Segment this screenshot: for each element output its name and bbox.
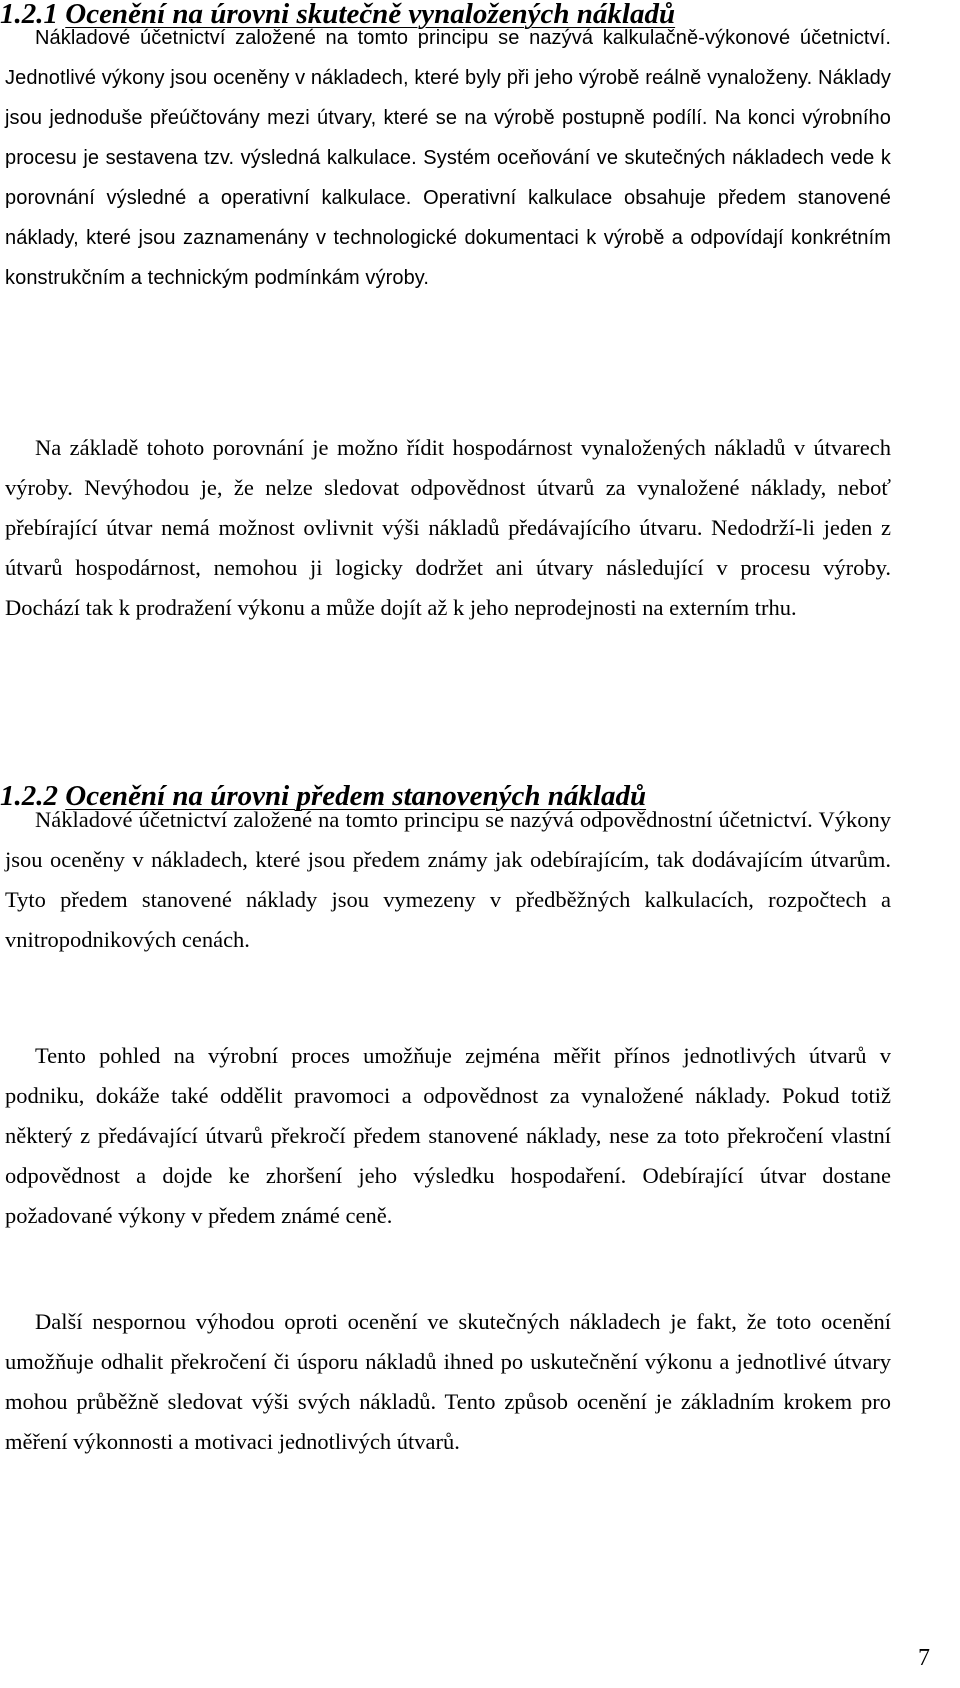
paragraph: Další nespornou výhodou oproti ocenění ve skutečných nákladech je fakt, že toto ocenění umožňuje odhalit překročení či úsporu nákladů ihned po uskutečnění výkonu a jednotlivé útvary mohou průběžně sledovat výši svých nákladů. Tento způsob ocenění je základním krokem pro měření výkonnosti a motivaci jednotlivých útvarů. <box>5 1309 891 1454</box>
section-title: Ocenění na úrovni předem stanovených nákladů <box>65 780 647 812</box>
section-number: 1.2.2 <box>0 780 58 812</box>
paragraph: Nákladové účetnictví založené na tomto principu se nazývá kalkulačně-výkonové účetnictví. Jednotlivé výkony jsou oceněny v nákladech, které byly při jeho výrobě reálně vynaloženy. Náklady jsou jednoduše přeúčtovány mezi útvary, které se na výrobě postupně podílí. Na konci výrobního procesu je sestavena tzv. výsledná kalkulace. Systém oceňování ve skutečných nákladech vede k porovnání výsledné a operativní kalkulace. Operativní kalkulace obsahuje předem stanovené náklady, které jsou zaznamenány v technologické dokumentaci k výrobě a odpovídají konkrétním konstrukčním a technickým podmínkám výroby. <box>5 27 891 289</box>
paragraph: Tento pohled na výrobní proces umožňuje zejména měřit přínos jednotlivých útvarů v podniku, dokáže také oddělit pravomoci a odpovědnost za vynaložené náklady. Pokud totiž některý z předávající útvarů překročí předem stanovené náklady, nese za toto překročení vlastní odpovědnost a dojde ke zhoršení jeho výsledku hospodaření. Odebírající útvar dostane požadované výkony v předem známé ceně. <box>5 1043 891 1228</box>
paragraph: Na základě tohoto porovnání je možno řídit hospodárnost vynaložených nákladů v útvarech výroby. Nevýhodou je, že nelze sledovat odpovědnost útvarů za vynaložené náklady, neboť přebírající útvar nemá možnost ovlivnit výši nákladů předávajícího útvaru. Nedodrží-li jeden z útvarů hospodárnost, nemohou ji logicky dodržet ani útvary následující v procesu výroby. Dochází tak k prodražení výkonu a může dojít až k jeho neprodejnosti na externím trhu. <box>5 435 891 620</box>
section-title: Ocenění na úrovni skutečně vynaložených nákladů <box>65 0 676 30</box>
paragraph: Nákladové účetnictví založené na tomto principu se nazývá odpovědnostní účetnictví. Výkony jsou oceněny v nákladech, které jsou předem známy jak odebírajícím, tak dodávajícím útvarům. Tyto předem stanovené náklady jsou vymezeny v předběžných kalkulacích, rozpočtech a vnitropodnikových cenách. <box>5 807 891 952</box>
page-number: 7 <box>918 1645 930 1671</box>
section-number: 1.2.1 <box>0 0 58 30</box>
